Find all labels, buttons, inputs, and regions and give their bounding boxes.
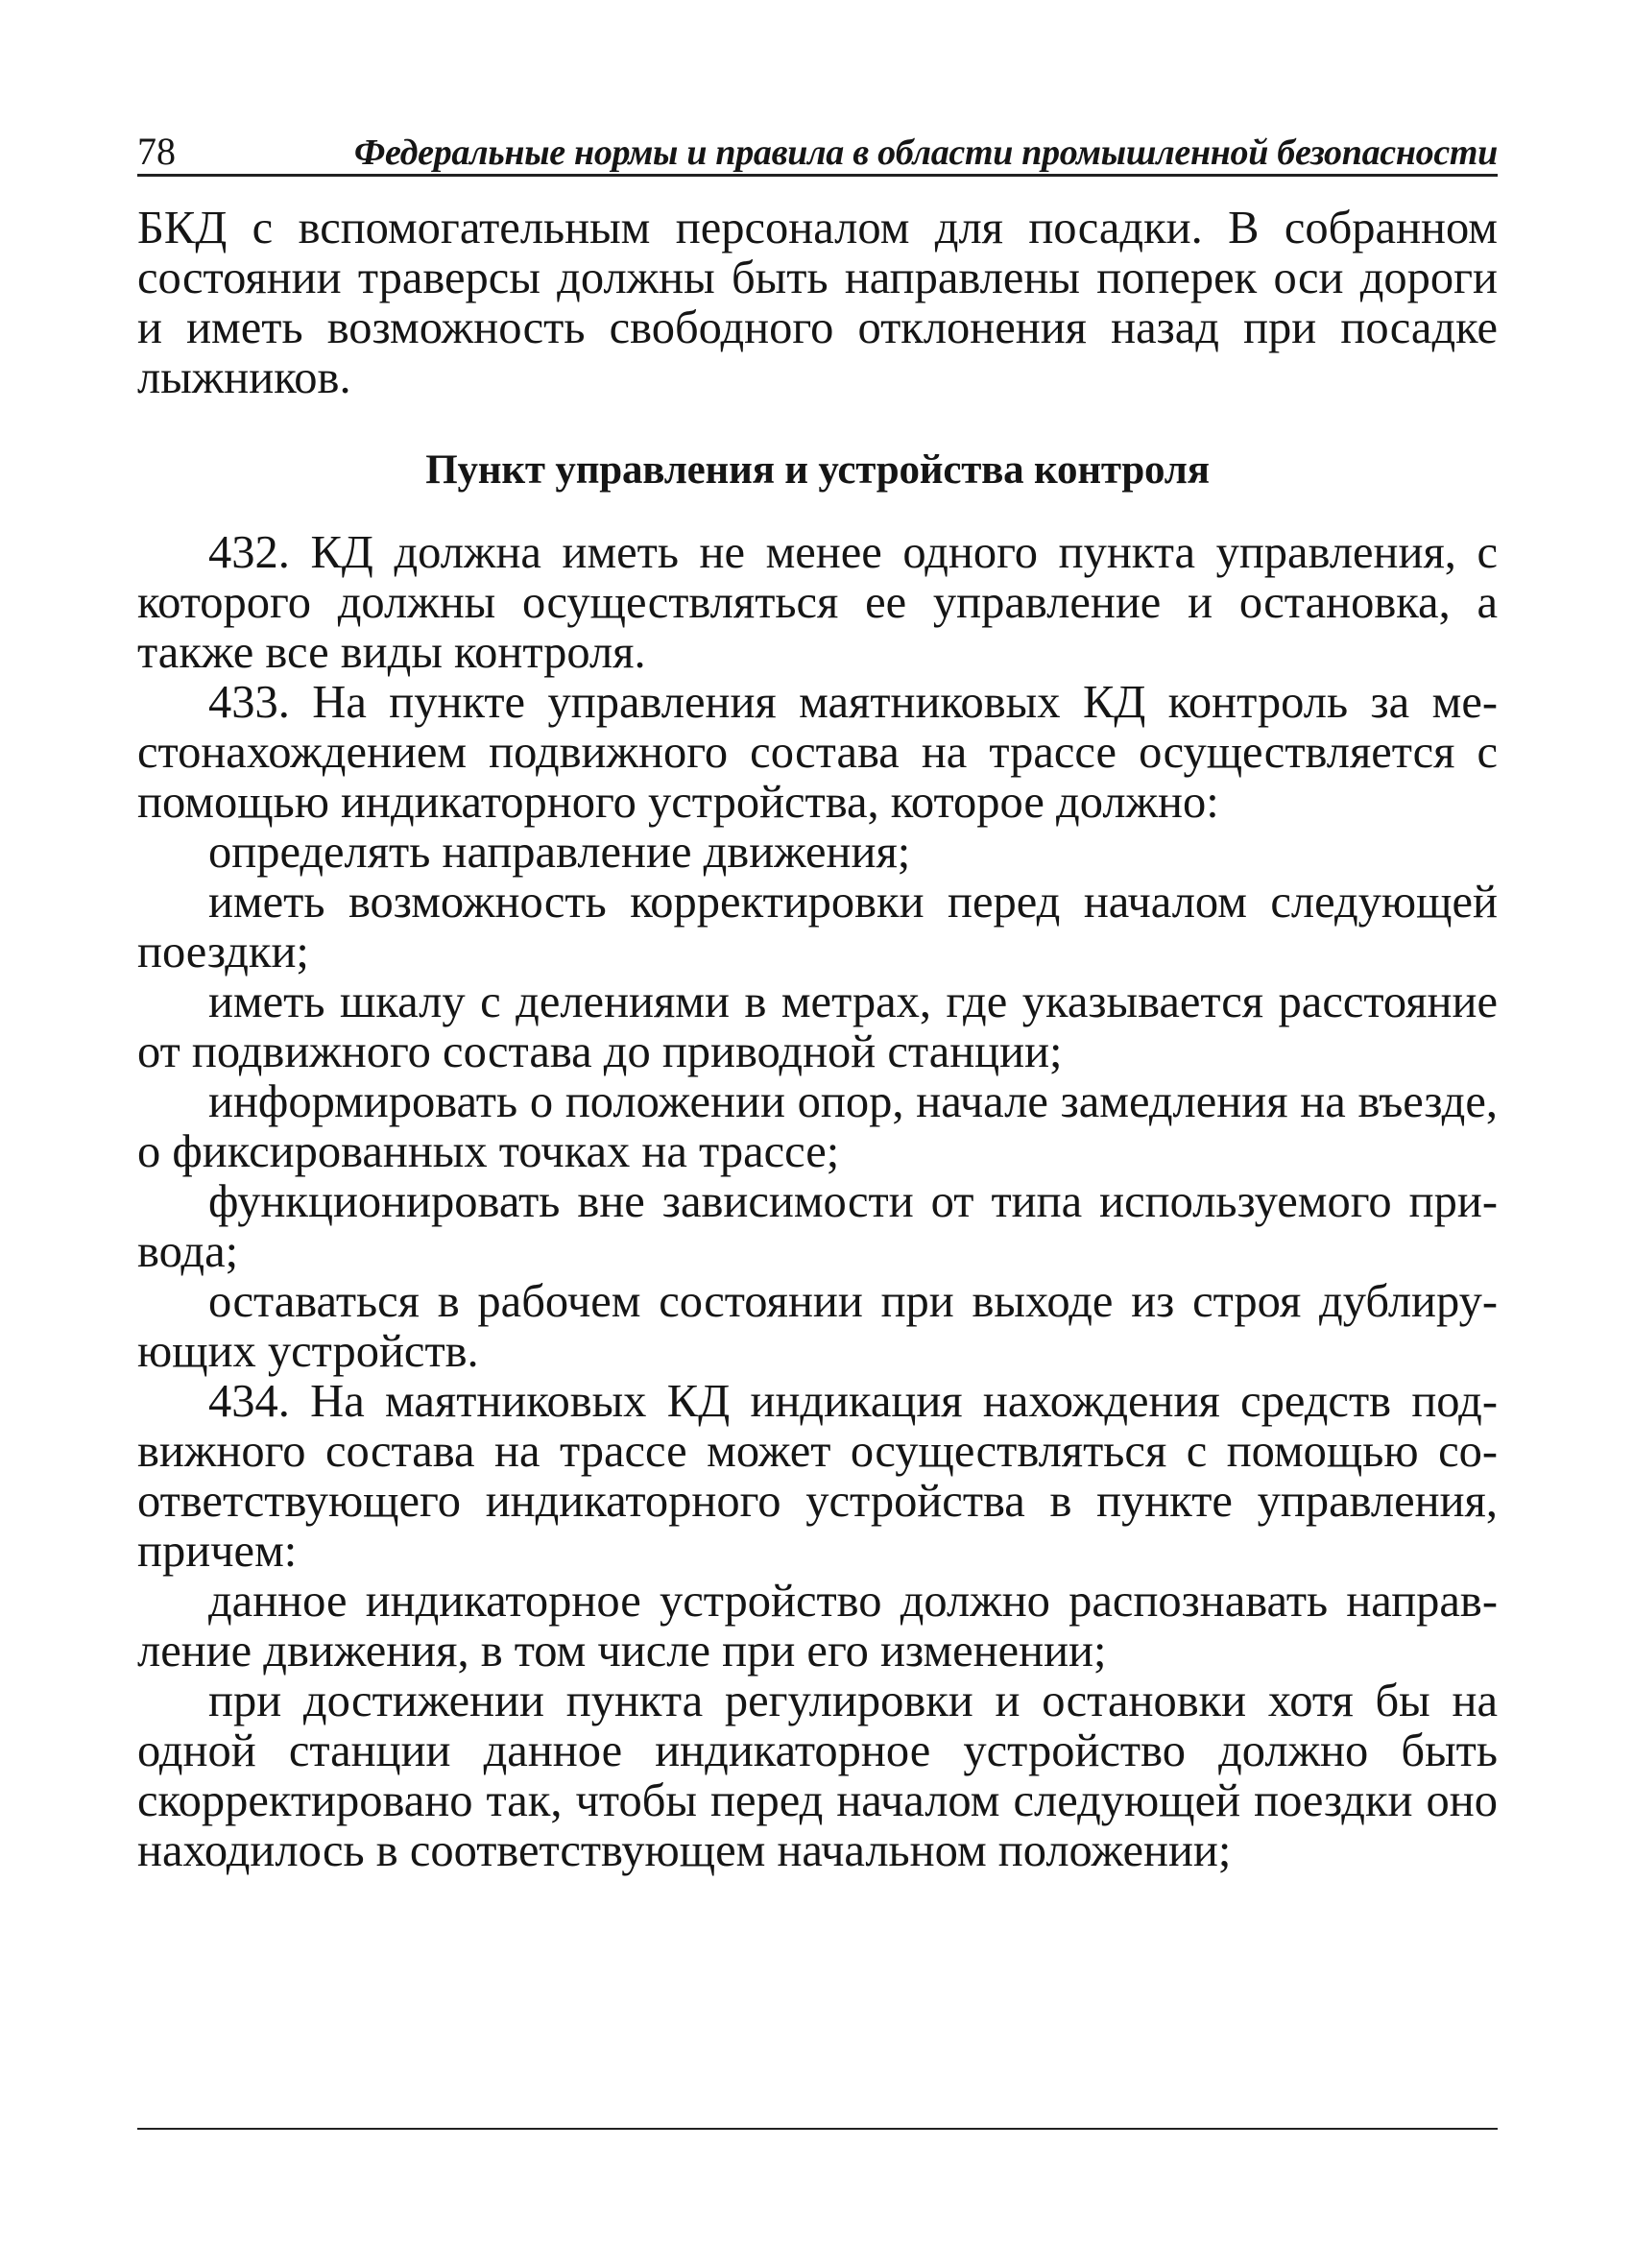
- paragraph-434: 434. На маятниковых КД индикация нахождения средств подвижного состава на трассе может осуществляться с помощью соответствующего индикаторного устройства в пункте управления, причем:: [137, 1376, 1498, 1577]
- running-head: [137, 123, 1498, 177]
- bottom-divider: [137, 2128, 1498, 2130]
- list-item: иметь возможность корректировки перед началом следующей поездки;: [137, 877, 1498, 977]
- list-item: определять направление движения;: [208, 827, 911, 878]
- list-item: данное индикаторное устройство должно распознавать направление движения, в том числе при его изменении;: [137, 1576, 1498, 1677]
- paragraph-433: 433. На пункте управления маятниковых КД контроль за местонахождением подвижного состава на трассе осуществляется с помощью индикаторного устройства, которое должно:: [137, 677, 1498, 828]
- list-item: при достижении пункта регулировки и остановки хотя бы на одной станции данное индикаторное устройство должно быть скорректировано так, чтобы перед началом следующей поездки оно находилось в соответствующем начальном положении;: [137, 1676, 1498, 1876]
- list-item: информировать о положении опор, начале замедления на въезде, о фиксированных точках на трассе;: [137, 1076, 1498, 1177]
- body-text: [137, 204, 1498, 1876]
- continued-paragraph: БКД с вспомогательным персоналом для посадки. В собранном состоянии траверсы должны быть направлены поперек оси дороги и иметь возможность свободного отклонения назад при посадке лыжников.: [137, 203, 1498, 403]
- paragraph-432: 432. КД должна иметь не менее одного пункта управления, с которого должны осуществляться ее управление и остановка, а также все виды контроля.: [137, 527, 1498, 678]
- list-item: оставаться в рабочем состоянии при выходе из строя дублирующих устройств.: [137, 1276, 1498, 1377]
- section-heading: Пункт управления и устройства контроля: [425, 447, 1210, 493]
- running-title: Федеральные нормы и правила в области промышленной безопасности: [353, 133, 1498, 173]
- page-number: 78: [137, 130, 176, 173]
- list-item: иметь шкалу с делениями в метрах, где указывается расстояние от подвижного состава до приводной станции;: [137, 977, 1498, 1077]
- list-item: функционировать вне зависимости от типа используемого привода;: [137, 1176, 1498, 1277]
